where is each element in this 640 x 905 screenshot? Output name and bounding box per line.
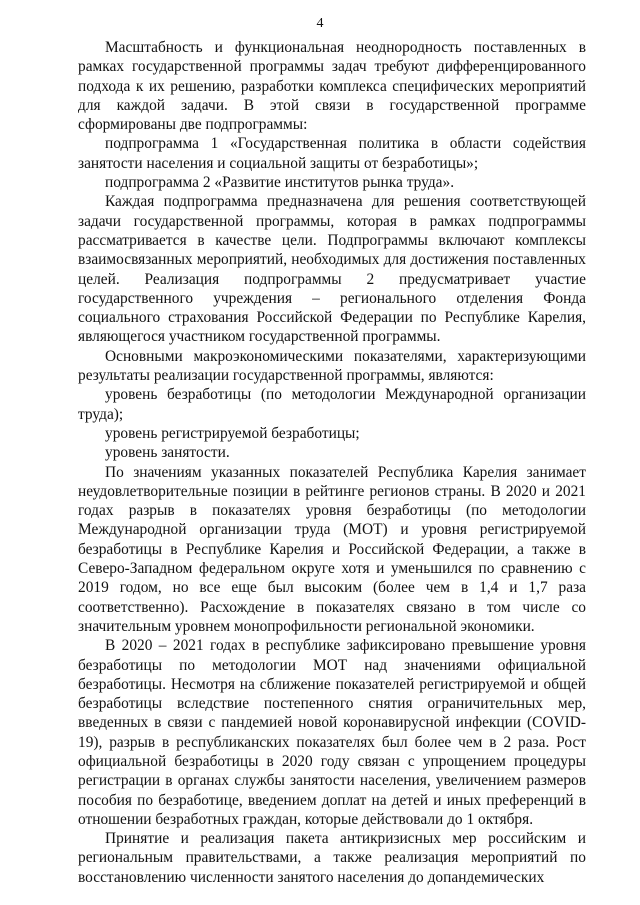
paragraph-indicators-intro: Основными макроэкономическими показателями, характеризующими результаты реализации государственной программы, являются: (78, 347, 586, 385)
paragraph-intro: Масштабность и функциональная неоднородность поставленных в рамках государственной программы задач требуют дифференцированного подхода к их решению, разработки комплекса специфических мероприятий для каждой задачи. В этой связи в государственной программе сформированы две подпрограммы: (78, 39, 586, 134)
document-body (78, 38, 586, 887)
page-number: 4 (316, 16, 324, 31)
paragraph-unemployment-2020-2021: В 2020 – 2021 годах в республике зафиксировано превышение уровня безработицы по методологии МОТ над значениями официальной безработицы. Несмотря на сближение показателей регистрируемой и общей безработицы вследствие постепенного снятия ограничительных мер, введенных в связи с пандемией новой коронавирусной инфекции (COVID-19), разрыв в республиканских показателях был более чем в 2 раза. Рост официальной безработицы в 2020 году связан с упрощением процедуры регистрации в органах службы занятости населения, увеличением размеров пособия по безработице, введением доплат на детей и иных преференций в отношении безработных граждан, которые действовали до 1 октября. (78, 637, 586, 828)
paragraph-subprogram-1: подпрограмма 1 «Государственная политика в области содействия занятости населения и социальной защиты от безработицы»; (78, 135, 586, 172)
paragraph-indicator-employment: уровень занятости. (105, 444, 230, 462)
paragraph-indicator-registered: уровень регистрируемой безработицы; (105, 424, 360, 442)
paragraph-anticrisis-measures: Принятие и реализация пакета антикризисных мер российским и региональным правительствами, а также реализация мероприятий по восстановлению численности занятого населения до допандемических (78, 830, 586, 886)
paragraph-region-ranking: По значениям указанных показателей Республика Карелия занимает неудовлетворительные позиции в рейтинге регионов страны. В 2020 и 2021 годах разрыв в показателях уровня безработицы (по методологии Международной организации труда (МОТ) и уровня регистрируемой безработицы в Республике Карелия и Российской Федерации, а также в Северо-Западном федеральном округе хотя и уменьшился по сравнению с 2019 годом, но все еще был высоким (более чем в 1,4 и 1,7 раза соответственно). Расхождение в показателях связано в том числе со значительным уровнем монопрофильности региональной экономики. (78, 463, 586, 635)
paragraph-subprogram-purpose: Каждая подпрограмма предназначена для решения соответствующей задачи государственной программы, которая в рамках подпрограммы рассматривается в качестве цели. Подпрограммы включают комплексы взаимосвязанных мероприятий, необходимых для достижения поставленных целей. Реализация подпрограммы 2 предусматривает участие государственного учреждения – регионального отделения Фонда социального страхования Российской Федерации по Республике Карелия, являющегося участником государственной программы. (78, 193, 586, 346)
paragraph-subprogram-2: подпрограмма 2 «Развитие институтов рынка труда». (105, 174, 455, 192)
paragraph-indicator-unemployment: уровень безработицы (по методологии Международной организации труда); (78, 386, 586, 423)
